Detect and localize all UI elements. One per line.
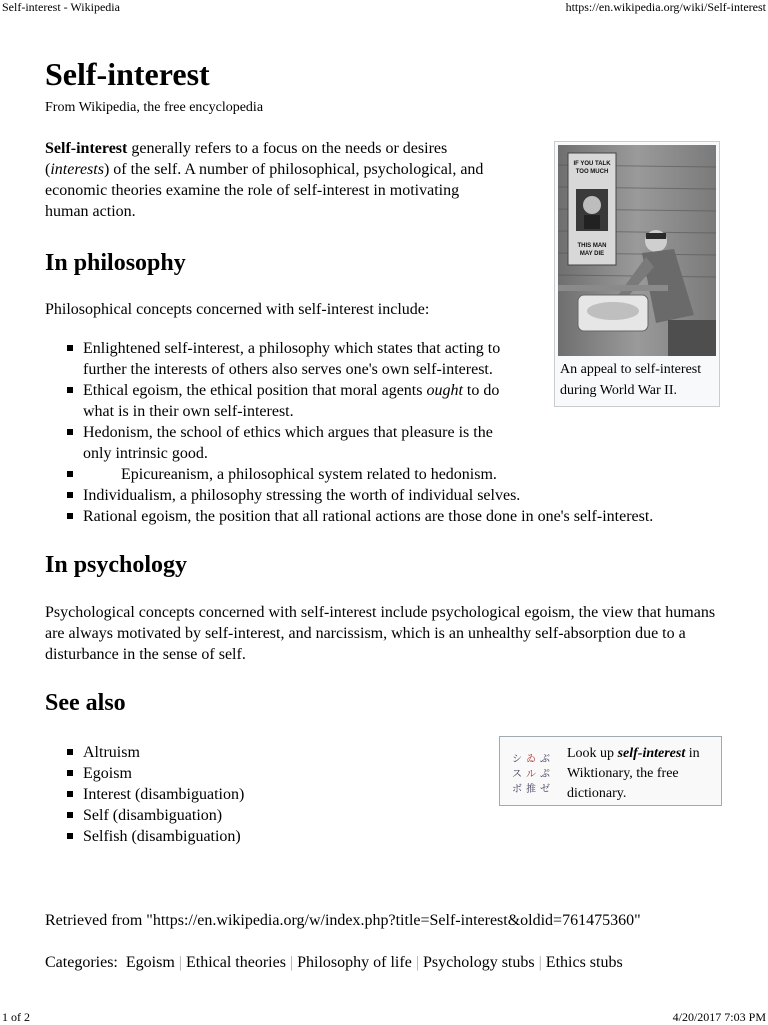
svg-text:ボ: ボ [512,784,522,794]
intro-paragraph [45,138,505,222]
see-also-item[interactable]: Selfish (disambiguation) [45,826,725,847]
category-link[interactable]: Philosophy of life [297,954,412,971]
article-tagline: From Wikipedia, the free encyclopedia [45,100,264,115]
intro-text-1: generally refers to a focus on the needs or desires ( [45,140,448,178]
list-item-text: Hedonism, the school of ethics which argues that pleasure is the only intrinsic good. [83,424,493,462]
svg-text:ス: ス [512,769,522,780]
philosophy-lead: Philosophical concepts concerned with self-interest include: [45,301,430,318]
retrieved-from[interactable]: Retrieved from "https://en.wikipedia.org/w/index.php?title=Self-interest&oldid=761475360" [45,912,641,929]
category-separator: | [178,954,182,971]
psychology-paragraph: Psychological concepts concerned with self-interest include psychological egoism, the view that humans are always motivated by self-interest, and narcissism, which is an unhealthy self-absorption due to a disturbance in the sense of self. [45,604,716,663]
thumbnail-caption: An appeal to self-interest during World War II. [560,362,702,398]
wiktionary-text [567,744,717,804]
category-separator: | [538,954,542,971]
wiktionary-lead: Look up [567,746,618,761]
svg-text:THIS MAN: THIS MAN [577,243,607,249]
svg-text:ぷ: ぷ [540,769,550,780]
timestamp-footer: 4/20/2017 7:03 PM [672,1010,766,1024]
category-link[interactable]: Egoism [125,954,175,971]
section-heading-psychology: In psychology [45,552,188,578]
see-also-item[interactable]: Egoism [45,763,725,784]
list-item-italic: ought [426,382,463,399]
list-item[interactable]: Enlightened self-interest, a philosophy which states that acting to further the interests of others also serves one's own self-interest. [45,338,525,380]
list-item[interactable] [45,380,525,422]
intro-italic-term: interests [50,161,104,178]
intro-text-2: ) of the self. A number of philosophical, psychological, and economic theories examine the role of self-interest in motivating human action. [45,161,484,220]
svg-text:ゐ: ゐ [526,754,536,765]
svg-text:IF YOU TALK: IF YOU TALK [573,161,611,167]
svg-text:推: 推 [526,784,536,794]
page-count-footer: 1 of 2 [2,1010,30,1024]
list-item[interactable]: Rational egoism, the position that all rational actions are those done in one's self-interest. [45,506,743,527]
category-link[interactable]: Ethics stubs [545,954,623,971]
categories-label: Categories: [45,954,118,971]
list-item-text: Ethical egoism, the ethical position that moral agents [83,382,427,399]
categories-bar [45,954,623,972]
list-item-text: to do what is in their own self-interest. [83,382,500,420]
svg-text:TOO MUCH: TOO MUCH [575,169,609,175]
svg-text:MAY DIE: MAY DIE [579,251,605,257]
wiktionary-rest: in Wiktionary, the free dictionary. [567,746,700,801]
philosophy-sublist [45,464,565,485]
category-link[interactable]: Ethical theories [185,954,286,971]
page-title-header: Self-interest - Wikipedia [2,0,120,14]
wiktionary-logo-icon [510,750,554,794]
see-also-item[interactable]: Self (disambiguation) [45,805,725,826]
see-also-item[interactable]: Altruism [45,742,725,763]
see-also-item[interactable]: Interest (disambiguation) [45,784,725,805]
article-title: Self-interest [45,56,210,92]
svg-text:シ: シ [512,754,522,765]
section-heading-see-also: See also [45,690,126,716]
svg-text:ル: ル [526,769,536,780]
ww2-poster-photo[interactable] [558,145,716,356]
category-link[interactable]: Psychology stubs [423,954,535,971]
list-item[interactable]: Individualism, a philosophy stressing the worth of individual selves. [45,485,723,506]
wiktionary-term-link[interactable]: self-interest [617,746,686,761]
svg-text:ぶ: ぶ [540,754,550,765]
section-heading-philosophy: In philosophy [45,250,186,276]
svg-text:ゼ: ゼ [540,784,550,794]
thumbnail-frame [554,141,720,407]
intro-bold-term: Self-interest [45,140,128,157]
list-item[interactable] [45,422,525,485]
category-separator: | [289,954,294,971]
sublist-item[interactable]: Epicureanism, a philosophical system related to hedonism. [45,464,565,485]
wiktionary-box[interactable] [499,736,722,806]
page-url-header: https://en.wikipedia.org/wiki/Self-interest [565,0,766,14]
category-separator: | [415,954,420,971]
